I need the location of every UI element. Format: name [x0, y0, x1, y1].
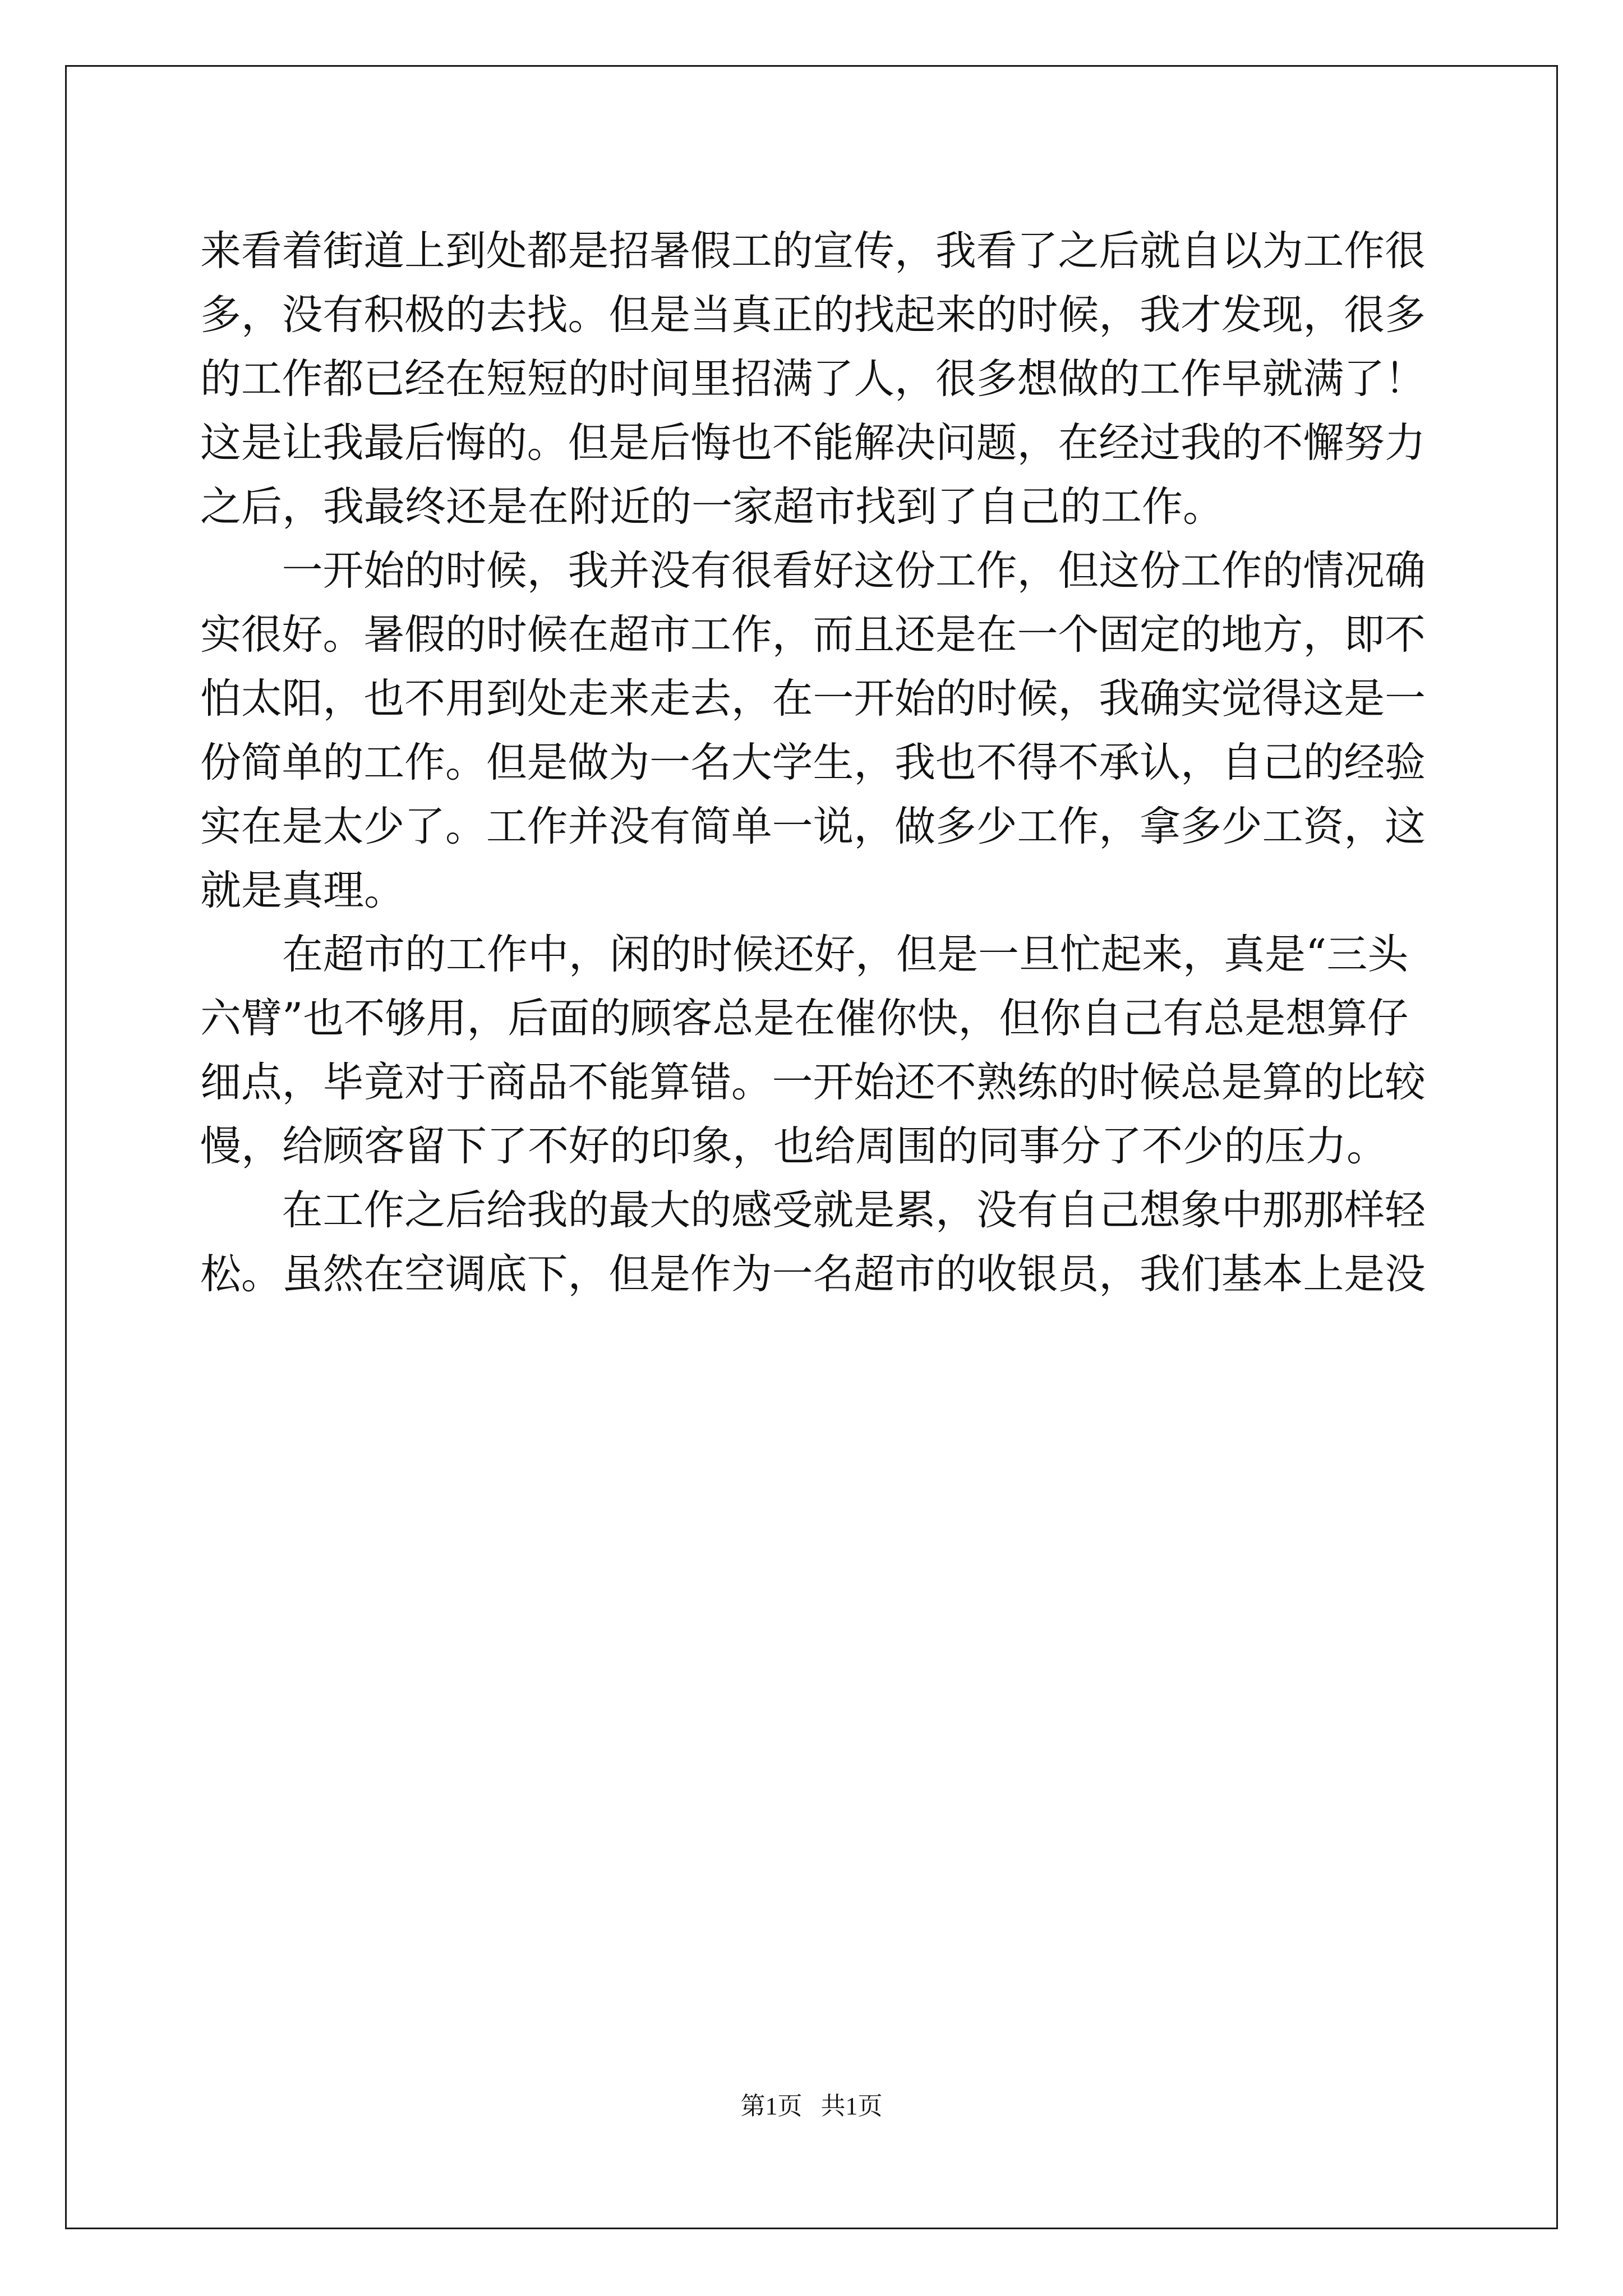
text-line: 之后，我最终还是在附近的一家超市找到了自己的工作。 [200, 483, 1224, 531]
text-line: 就是真理。 [200, 867, 405, 914]
text-line: 来看着街道上到处都是招暑假工的宣传，我看了之后就自以为工作很 [200, 227, 1426, 275]
text-line: 一开始的时候，我并没有很看好这份工作，但这份工作的情况确 [200, 547, 1426, 595]
text-line: 份简单的工作。但是做为一名大学生，我也不得不承认，自己的经验 [200, 739, 1426, 786]
text-line: 在超市的工作中，闲的时候还好，但是一旦忙起来，真是“三头 [200, 931, 1409, 978]
text-line: 实在是太少了。工作并没有简单一说，做多少工作，拿多少工资，这 [200, 803, 1426, 850]
page-number-footer: 第1页 共1页 [740, 2092, 883, 2120]
text-line: 实很好。暑假的时候在超市工作，而且还是在一个固定的地方，即不 [200, 611, 1426, 659]
text-line: 松。虽然在空调底下，但是作为一名超市的收银员，我们基本上是没 [200, 1250, 1426, 1298]
text-line: 这是让我最后悔的。但是后悔也不能解决问题，在经过我的不懈努力 [200, 419, 1426, 467]
text-line: 六臂”也不够用，后面的顾客总是在催你快，但你自己有总是想算仔 [200, 995, 1409, 1042]
text-line: 怕太阳，也不用到处走来走去，在一开始的时候，我确实觉得这是一 [200, 675, 1426, 723]
text-line: 的工作都已经在短短的时间里招满了人，很多想做的工作早就满了！ [200, 355, 1426, 403]
text-line: 多，没有积极的去找。但是当真正的找起来的时候，我才发现，很多 [200, 291, 1426, 339]
text-line: 细点，毕竟对于商品不能算错。一开始还不熟练的时候总是算的比较 [200, 1059, 1426, 1106]
text-line: 慢，给顾客留下了不好的印象，也给周围的同事分了不少的压力。 [200, 1122, 1387, 1170]
text-line: 在工作之后给我的最大的感受就是累，没有自己想象中那那样轻 [200, 1186, 1426, 1234]
